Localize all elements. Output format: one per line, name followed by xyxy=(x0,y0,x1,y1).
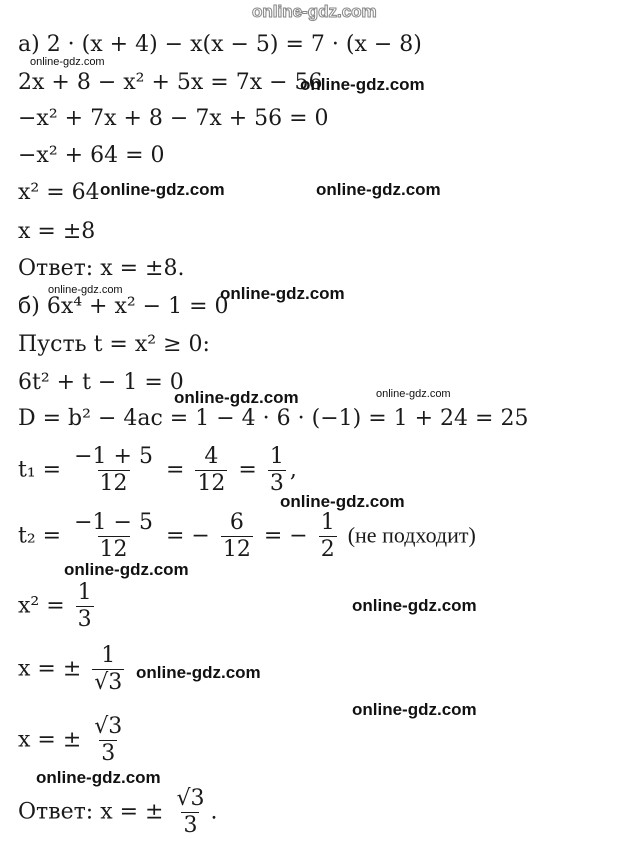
t2-fraction-1: $\frac{-1 - 5}{12}$ xyxy=(74,510,153,562)
watermark: online-gdz.com xyxy=(220,284,345,303)
t2-row: t₂ = $\frac{-1 - 5}{12}$ = − $\frac{6}{12}$ = − $\frac{1}{2}$ (не подходит) xyxy=(18,510,476,562)
part-a-equation-6: x = ±8 xyxy=(18,219,96,244)
part-a-equation-2: 2x + 8 − x² + 5x = 7x − 56 xyxy=(18,70,323,95)
x-root-row-1: x = ± $\frac{1}{√3}$ xyxy=(18,643,123,695)
t2-label: t₂ = xyxy=(18,523,62,549)
answer-fraction: $\frac{√3}{3}$ xyxy=(176,786,205,838)
watermark: online-gdz.com xyxy=(174,388,299,407)
t2-fraction-3: $\frac{1}{2}$ xyxy=(320,510,335,562)
watermark: online-gdz.com xyxy=(280,492,405,511)
watermark: online-gdz.com xyxy=(64,560,189,579)
t2-rejected-note: (не подходит) xyxy=(347,522,476,548)
x-squared-row: x² = $\frac{1}{3}$ xyxy=(18,580,92,632)
part-a-equation-1: а) 2 · (x + 4) − x(x − 5) = 7 · (x − 8) xyxy=(18,32,422,57)
watermark: online-gdz.com xyxy=(300,75,425,94)
part-b-equation-1: б) 6x⁴ + x² − 1 = 0 xyxy=(18,294,229,319)
t1-fraction-2: $\frac{4}{12}$ xyxy=(197,444,226,496)
watermark: online-gdz.com xyxy=(48,284,123,296)
watermark: online-gdz.com xyxy=(100,180,225,199)
watermark: online-gdz.com xyxy=(316,180,441,199)
t1-label: t₁ = xyxy=(18,457,62,483)
part-a-answer: Ответ: x = ±8. xyxy=(18,256,185,281)
x-fraction-2: $\frac{√3}{3}$ xyxy=(94,714,123,766)
watermark: online-gdz.com xyxy=(376,388,451,400)
x-fraction-1: $\frac{1}{√3}$ xyxy=(94,643,123,695)
t1-row: t₁ = $\frac{-1 + 5}{12}$ = $\frac{4}{12}$ = $\frac{1}{3}$ , xyxy=(18,444,297,496)
x-root-row-2: x = ± $\frac{√3}{3}$ xyxy=(18,714,123,766)
part-b-substitution: Пусть t = x² ≥ 0: xyxy=(18,332,210,357)
part-b-discriminant: D = b² − 4ac = 1 − 4 · 6 · (−1) = 1 + 24 = 25 xyxy=(18,406,529,431)
t1-fraction-1: $\frac{-1 + 5}{12}$ xyxy=(74,444,153,496)
part-b-equation-2: 6t² + t − 1 = 0 xyxy=(18,370,184,395)
part-a-equation-5: x² = 64 xyxy=(18,180,100,205)
watermark: online-gdz.com xyxy=(352,700,477,719)
part-a-equation-3: −x² + 7x + 8 − 7x + 56 = 0 xyxy=(18,106,329,131)
t1-fraction-3: $\frac{1}{3}$ xyxy=(269,444,284,496)
watermark: online-gdz.com xyxy=(30,56,105,68)
part-a-equation-4: −x² + 64 = 0 xyxy=(18,143,165,168)
part-b-answer: Ответ: x = ± $\frac{√3}{3}$ . xyxy=(18,786,218,838)
t2-fraction-2: $\frac{6}{12}$ xyxy=(222,510,251,562)
x-squared-fraction: $\frac{1}{3}$ xyxy=(77,580,92,632)
watermark: online-gdz.com xyxy=(352,596,477,615)
watermark: online-gdz.com xyxy=(136,663,261,682)
watermark-top: online-gdz.com xyxy=(252,2,377,21)
watermark: online-gdz.com xyxy=(36,768,161,787)
